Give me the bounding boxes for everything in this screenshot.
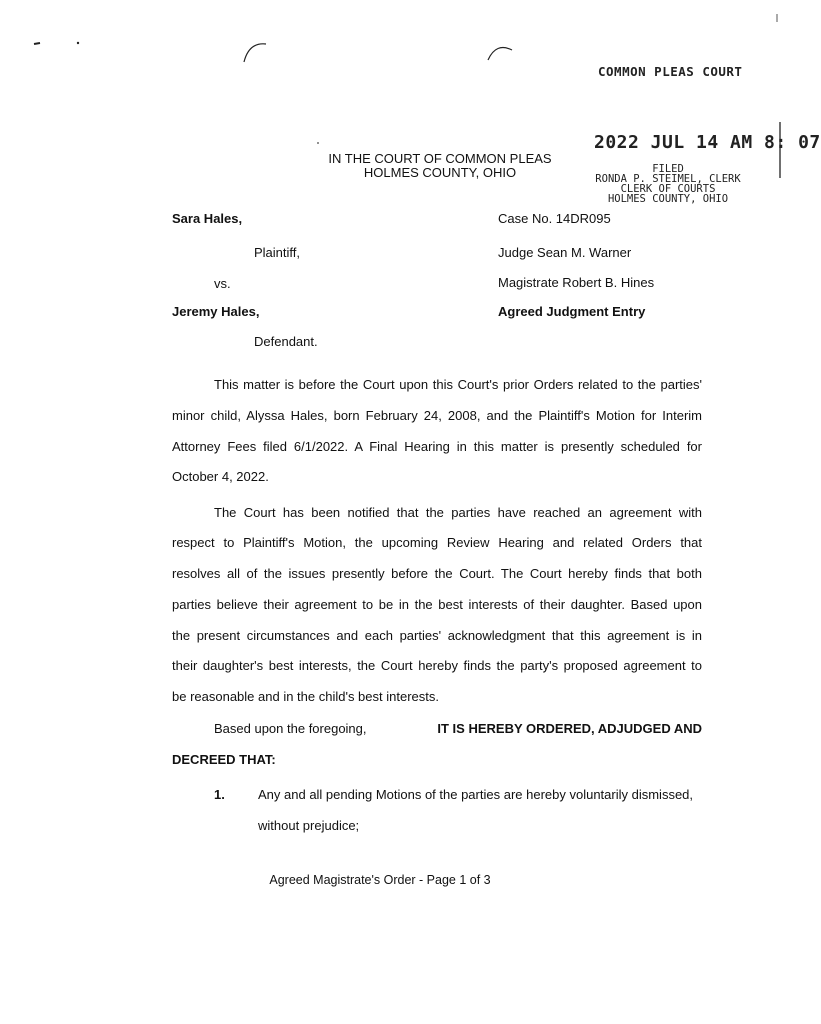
- page-footer: Agreed Magistrate's Order - Page 1 of 3: [269, 873, 491, 887]
- para1-line: Attorney Fees filed 6/1/2022. A Final Hearing in this matter is presently scheduled for: [172, 439, 702, 454]
- stamp-clerk-name: RONDA P. STEIMEL, CLERK: [595, 173, 741, 185]
- para2-line: parties believe their agreement to be in the best interests of their daughter. Based upon: [172, 597, 702, 612]
- order-intro: Based upon the foregoing,: [214, 721, 367, 736]
- stamp-clerk-title: CLERK OF COURTS: [620, 183, 716, 195]
- para2-line: resolves all of the issues presently before the Court. The Court hereby finds that both: [172, 566, 702, 581]
- defendant-name: Jeremy Hales,: [172, 304, 260, 319]
- stamp-filed-block: [583, 164, 753, 204]
- document-title: Agreed Judgment Entry: [498, 304, 646, 319]
- plaintiff-role: Plaintiff,: [254, 245, 301, 260]
- punch-hole-mark-right: [488, 48, 512, 60]
- speck-dot: [317, 142, 319, 144]
- order-bold-2: DECREED THAT:: [172, 752, 276, 767]
- stamp-court-line: COMMON PLEAS COURT: [598, 64, 743, 79]
- para2-line: The Court has been notified that the parties have reached an agreement with: [214, 505, 702, 520]
- para2-line: the present circumstances and each parties' acknowledgment that this agreement is in: [172, 628, 702, 643]
- para2-line: be reasonable and in the child's best interests.: [172, 689, 439, 704]
- magistrate-name: Magistrate Robert B. Hines: [498, 275, 655, 290]
- para1-line: October 4, 2022.: [172, 469, 269, 484]
- para2-line: their daughter's best interests, the Court hereby finds the party's proposed agreement to: [172, 658, 702, 673]
- punch-hole-mark-left: [244, 44, 266, 62]
- court-line-2: HOLMES COUNTY, OHIO: [363, 165, 517, 180]
- court-header: [300, 152, 580, 180]
- item-1-line-2: without prejudice;: [258, 818, 360, 833]
- stamp-county: HOLMES COUNTY, OHIO: [607, 193, 729, 205]
- stamp-date-line: 2022 JUL 14 AM 8: 07: [594, 132, 821, 153]
- case-number: Case No. 14DR095: [498, 211, 611, 226]
- judge-name: Judge Sean M. Warner: [498, 245, 632, 260]
- speck-mark: [34, 43, 40, 44]
- defendant-role: Defendant.: [254, 334, 318, 349]
- court-line-1: IN THE COURT OF COMMON PLEAS: [328, 151, 552, 166]
- plaintiff-name: Sara Hales,: [172, 211, 243, 226]
- stamp-filed: FILED: [652, 163, 684, 175]
- order-bold-1: IT IS HEREBY ORDERED, ADJUDGED AND: [437, 721, 702, 736]
- para1-line: This matter is before the Court upon this Court's prior Orders related to the parties': [214, 377, 702, 392]
- para1-line: minor child, Alyssa Hales, born February 24, 2008, and the Plaintiff's Motion for Interim: [172, 408, 702, 423]
- versus-label: vs.: [214, 276, 231, 291]
- item-number: 1.: [214, 787, 225, 802]
- order-line: [214, 721, 702, 736]
- item-1-line-1: Any and all pending Motions of the parties are hereby voluntarily dismissed,: [258, 787, 694, 802]
- para2-line: respect to Plaintiff's Motion, the upcoming Review Hearing and related Orders that: [172, 535, 702, 550]
- speck-dot: [77, 42, 79, 44]
